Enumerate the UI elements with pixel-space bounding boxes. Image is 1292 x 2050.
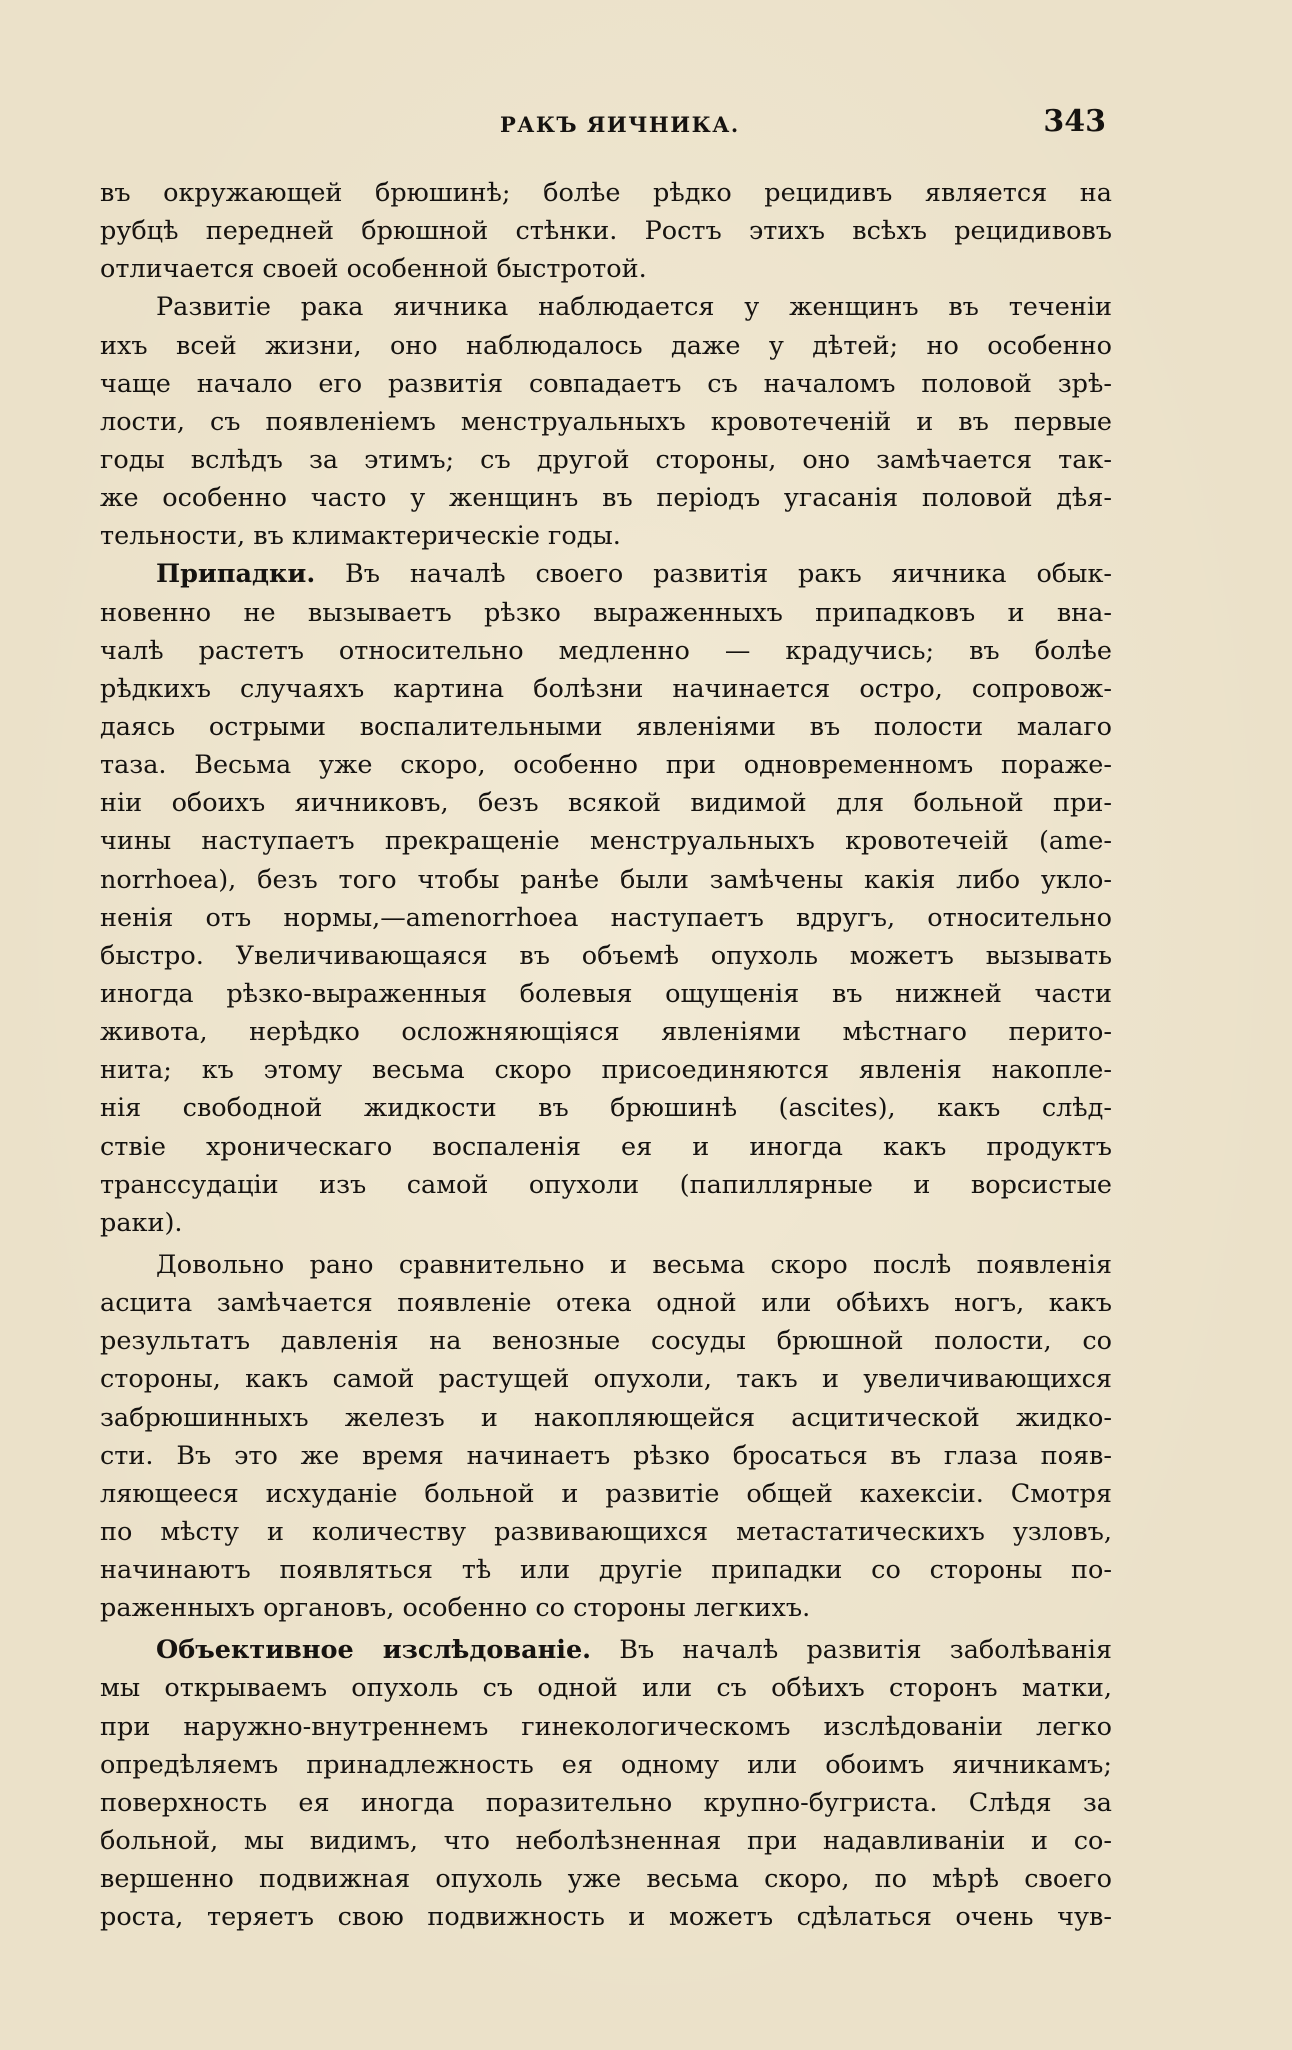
text-line: иногда рѣзко-выраженныя болевыя ощущенія въ нижней части xyxy=(100,978,1112,1009)
text-line: роста, теряетъ свою подвижность и можетъ сдѣлаться очень чув- xyxy=(100,1902,1112,1933)
text-line: поверхность ея иногда поразительно крупно-бугриста. Слѣдя за xyxy=(100,1787,1112,1818)
text-line: новенно не вызываетъ рѣзко выраженныхъ припадковъ и вна- xyxy=(100,597,1112,628)
text-line: живота, нерѣдко осложняющіяся явленіями мѣстнаго перито- xyxy=(100,1017,1112,1048)
text-line: отличается своей особенной быстротой. xyxy=(100,254,647,285)
text-line: больной, мы видимъ, что неболѣзненная при надавливаніи и со- xyxy=(100,1826,1112,1857)
text-line: мы открываемъ опухоль съ одной или съ обѣихъ сторонъ матки, xyxy=(100,1673,1112,1704)
text-line: транссудаціи изъ самой опухоли (папиллярные и ворсистые xyxy=(100,1169,1112,1200)
text-run: Въ началѣ своего развитія ракъ яичника обык- xyxy=(345,559,1112,590)
text-line: результатъ давленія на венозные сосуды брюшной полости, со xyxy=(100,1326,1112,1357)
running-head-title: РАКЪ ЯИЧНИКА. xyxy=(500,112,740,137)
text-line: по мѣсту и количеству развивающихся метастатическихъ узловъ, xyxy=(100,1516,1112,1547)
paragraph-symptoms xyxy=(100,555,1112,1242)
text-line xyxy=(100,1631,1112,1669)
text-line: вершенно подвижная опухоль уже весьма скоро, по мѣрѣ своего xyxy=(100,1864,1112,1895)
text-line: забрюшинныхъ железъ и накопляющейся асцитической жидко- xyxy=(100,1402,1112,1433)
text-line: асцита замѣчается появленіе отека одной или обѣихъ ногъ, какъ xyxy=(100,1288,1112,1319)
page-number: 343 xyxy=(1043,104,1106,139)
text-line: стороны, какъ самой растущей опухоли, такъ и увеличивающихся xyxy=(100,1364,1112,1395)
text-line: рубцѣ передней брюшной стѣнки. Ростъ этихъ всѣхъ рецидивовъ xyxy=(100,216,1112,247)
text-line xyxy=(100,555,1112,593)
text-line: начинаютъ появляться тѣ или другіе припадки со стороны по- xyxy=(100,1555,1112,1586)
text-line: раки). xyxy=(100,1207,183,1238)
text-line: лости, съ появленіемъ менструальныхъ кровотеченій и въ первые xyxy=(100,406,1112,437)
text-line: ненія отъ нормы,—amenorrhoea наступаетъ вдругъ, относительно xyxy=(100,902,1112,933)
text-line: годы вслѣдъ за этимъ; съ другой стороны, оно замѣчается так- xyxy=(100,444,1112,475)
section-heading-objective-examination: Объективное изслѣдованіе. xyxy=(156,1635,592,1666)
text-run: Въ началѣ развитія заболѣванія xyxy=(619,1635,1112,1666)
body-text xyxy=(100,174,1112,1936)
text-line: сти. Въ это же время начинаетъ рѣзко бросаться въ глаза появ- xyxy=(100,1440,1112,1471)
paragraph-objective-examination xyxy=(100,1631,1112,1936)
text-line: ніи обоихъ яичниковъ, безъ всякой видимой для больной при- xyxy=(100,788,1112,819)
text-line: нія свободной жидкости въ брюшинѣ (ascites), какъ слѣд- xyxy=(100,1093,1112,1124)
paragraph xyxy=(100,1246,1112,1627)
text-line: Довольно рано сравнительно и весьма скоро послѣ появленія xyxy=(156,1249,1112,1280)
text-line: рѣдкихъ случаяхъ картина болѣзни начинается остро, сопровож- xyxy=(100,673,1112,704)
text-line: ляющееся исхуданіе больной и развитіе общей кахексіи. Смотря xyxy=(100,1478,1112,1509)
text-line: ствіе хроническаго воспаленія ея и иногда какъ продуктъ xyxy=(100,1131,1112,1162)
text-line: нита; къ этому весьма скоро присоединяются явленія накопле- xyxy=(100,1055,1112,1086)
text-line: таза. Весьма уже скоро, особенно при одновременномъ пораже- xyxy=(100,750,1112,781)
paragraph xyxy=(100,174,1112,288)
text-line: norrhoea), безъ того чтобы ранѣе были замѣчены какія либо укло- xyxy=(100,864,1112,895)
text-line: при наружно-внутреннемъ гинекологическомъ изслѣдованіи легко xyxy=(100,1711,1112,1742)
text-line: въ окружающей брюшинѣ; болѣе рѣдко рецидивъ является на xyxy=(100,178,1112,208)
text-line: чаще начало его развитія совпадаетъ съ началомъ половой зрѣ- xyxy=(100,368,1112,399)
text-line: ихъ всей жизни, оно наблюдалось даже у дѣтей; но особенно xyxy=(100,330,1112,361)
section-heading-symptoms: Припадки. xyxy=(156,559,316,590)
text-line: раженныхъ органовъ, особенно со стороны легкихъ. xyxy=(100,1593,811,1624)
text-line: чины наступаетъ прекращеніе менструальныхъ кровотечеій (ame- xyxy=(100,826,1112,857)
text-line: же особенно часто у женщинъ въ періодъ угасанія половой дѣя- xyxy=(100,483,1112,514)
text-line: чалѣ растетъ относительно медленно — крадучись; въ болѣе xyxy=(100,635,1112,666)
text-line: опредѣляемъ принадлежность ея одному или обоимъ яичникамъ; xyxy=(100,1749,1112,1780)
text-line: даясь острыми воспалительными явленіями въ полости малаго xyxy=(100,711,1112,742)
paragraph xyxy=(100,288,1112,555)
text-line: Развитіе рака яичника наблюдается у женщинъ въ теченіи xyxy=(156,292,1112,323)
running-head xyxy=(100,104,1106,144)
text-line: тельности, въ климактерическіе годы. xyxy=(100,521,621,552)
text-line: быстро. Увеличивающаяся въ объемѣ опухоль можетъ вызывать xyxy=(100,940,1112,971)
